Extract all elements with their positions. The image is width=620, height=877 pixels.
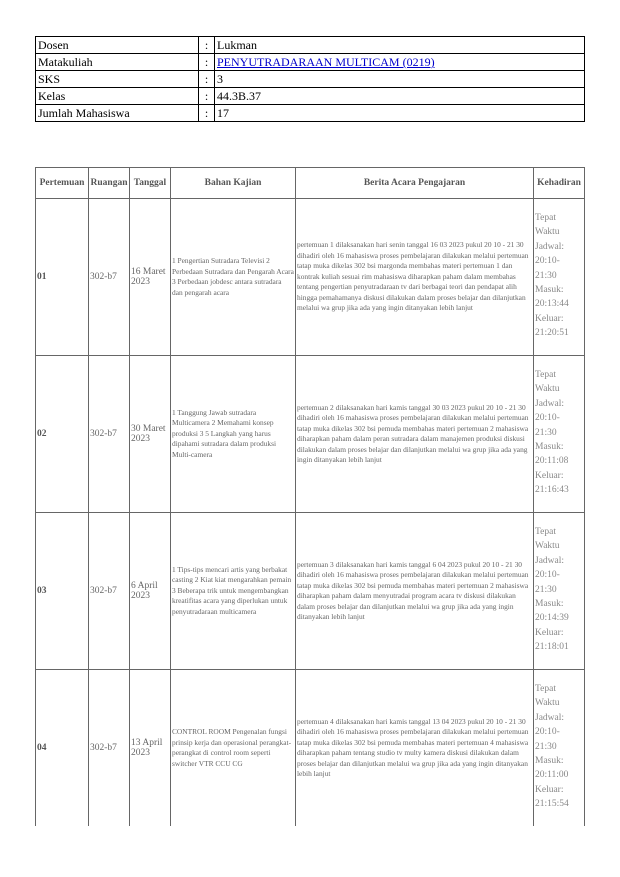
kehadiran-line: Tepat bbox=[535, 213, 556, 223]
info-label: Dosen bbox=[36, 37, 199, 54]
info-row-kelas bbox=[36, 88, 585, 105]
bahan-kajian-cell: CONTROL ROOM Pengenalan fungsi prinsip kerja dan operasional perangkat-perangkat di control room seperti switcher VTR CCU CG bbox=[171, 670, 296, 827]
kehadiran-line: Jadwal: bbox=[535, 555, 565, 566]
kehadiran-line: Waktu bbox=[535, 227, 560, 238]
kehadiran-line: Jadwal: bbox=[535, 241, 565, 252]
header-tanggal: Tanggal bbox=[130, 168, 171, 199]
tanggal-cell: 6 April 2023 bbox=[130, 513, 171, 670]
kehadiran-line: Masuk: bbox=[535, 442, 564, 453]
kehadiran-line: 20:10- bbox=[535, 413, 560, 424]
pertemuan-cell: 02 bbox=[36, 356, 89, 513]
bahan-kajian-cell: 1 Tanggung Jawab sutradara Multicamera 2 Memahami konsep produksi 3 5 Langkah yang harus dipahami sutradara dalam produksi Multi-camera bbox=[171, 356, 296, 513]
kehadiran-line: 20:10- bbox=[535, 570, 560, 581]
table-row bbox=[36, 199, 585, 356]
kehadiran-line: Tepat bbox=[535, 370, 556, 380]
header-bahan-kajian: Bahan Kajian bbox=[171, 168, 296, 199]
kehadiran-line: Masuk: bbox=[535, 756, 564, 767]
kehadiran-line: Waktu bbox=[535, 541, 560, 552]
kehadiran-line: 21:30 bbox=[535, 270, 557, 281]
kehadiran-line: 21:30 bbox=[535, 427, 557, 438]
kehadiran-line: Keluar: bbox=[535, 784, 564, 795]
ruangan-cell: 302-b7 bbox=[89, 513, 130, 670]
info-separator: : bbox=[199, 105, 215, 122]
kehadiran-line: Tepat bbox=[535, 527, 556, 537]
kehadiran-line: 20:14:39 bbox=[535, 613, 569, 624]
info-separator: : bbox=[199, 54, 215, 71]
kehadiran-cell bbox=[534, 513, 585, 670]
kehadiran-line: 20:10- bbox=[535, 256, 560, 267]
kehadiran-line: 20:10- bbox=[535, 727, 560, 738]
kehadiran-cell bbox=[534, 670, 585, 827]
kehadiran-line: Jadwal: bbox=[535, 398, 565, 409]
kehadiran-line: Jadwal: bbox=[535, 712, 565, 723]
kehadiran-line: 21:15:54 bbox=[535, 799, 569, 810]
info-separator: : bbox=[199, 71, 215, 88]
kehadiran-line: Masuk: bbox=[535, 599, 564, 610]
kehadiran-line: 21:30 bbox=[535, 741, 557, 752]
ruangan-cell: 302-b7 bbox=[89, 199, 130, 356]
info-row-sks bbox=[36, 71, 585, 88]
kehadiran-line: Keluar: bbox=[535, 313, 564, 324]
kehadiran-line: 20:13:44 bbox=[535, 299, 569, 310]
tanggal-cell: 30 Maret 2023 bbox=[130, 356, 171, 513]
kehadiran-line: Waktu bbox=[535, 698, 560, 709]
header-kehadiran: Kehadiran bbox=[534, 168, 585, 199]
kehadiran-line: 21:16:43 bbox=[535, 485, 569, 496]
header-berita-acara: Berita Acara Pengajaran bbox=[296, 168, 534, 199]
berita-acara-cell: pertemuan 2 dilaksanakan hari kamis tanggal 30 03 2023 pukul 20 10 - 21 30 dihadiri oleh 16 mahasiswa proses pembelajaran dilakukan melalui pertemuan tatap muka dikelas 302 bsi pemuda membahas materi pertemuan 2 mahasiswa diharapkan paham dalam peran sutradara dalam manajemen produksi diskusi dilakukan dalam proses belajar dan dilanjutkan melalui wa grup jika ada yang ingin ditanyakan lebih lanjut bbox=[296, 356, 534, 513]
kehadiran-line: 21:30 bbox=[535, 584, 557, 595]
kehadiran-line: 21:20:51 bbox=[535, 328, 569, 339]
course-link[interactable]: PENYUTRADARAAN MULTICAM (0219) bbox=[217, 55, 435, 69]
bahan-kajian-cell: 1 Tips-tips mencari artis yang berbakat casting 2 Kiat kiat mengarahkan pemain 3 Beberapa trik untuk mengembangkan kreatifitas acara yang diperlukan untuk penyutradaraan multicamera bbox=[171, 513, 296, 670]
info-separator: : bbox=[199, 88, 215, 105]
info-row-dosen bbox=[36, 37, 585, 54]
kehadiran-cell bbox=[534, 199, 585, 356]
tanggal-cell: 16 Maret 2023 bbox=[130, 199, 171, 356]
info-separator: : bbox=[199, 37, 215, 54]
info-row-jumlah-mahasiswa bbox=[36, 105, 585, 122]
ruangan-cell: 302-b7 bbox=[89, 356, 130, 513]
info-value-kelas: 44.3B.37 bbox=[215, 88, 585, 105]
info-row-matakuliah bbox=[36, 54, 585, 71]
info-value-dosen: Lukman bbox=[215, 37, 585, 54]
info-label: Kelas bbox=[36, 88, 199, 105]
info-value-jumlah-mahasiswa: 17 bbox=[215, 105, 585, 122]
kehadiran-line: 21:18:01 bbox=[535, 642, 569, 653]
kehadiran-line: Tepat bbox=[535, 684, 556, 694]
bahan-kajian-cell: 1 Pengertian Sutradara Televisi 2 Perbedaan Sutradara dan Pengarah Acara 3 Perbedaan jobdesc antara sutradara dan pengarah acara bbox=[171, 199, 296, 356]
pertemuan-cell: 03 bbox=[36, 513, 89, 670]
tanggal-cell: 13 April 2023 bbox=[130, 670, 171, 827]
berita-acara-cell: pertemuan 1 dilaksanakan hari senin tanggal 16 03 2023 pukul 20 10 - 21 30 dihadiri oleh 16 mahasiswa proses pembelajaran dilakukan melalui pertemuan tatap muka dikelas 302 bsi margonda membahas materi pertemuan 1 dan kontrak kuliah sesuai rim mahasiswa diharapkan paham dalam membahas tentang pengertian penyutradaraan tv dari berbagai teori dan pendapat alih hingga pemahamanya diskusi dilakukan dalam proses belajar dan dilanjutkan melalui wa grup jika ada yang ingin ditanyakan lebih lanjut bbox=[296, 199, 534, 356]
berita-acara-cell: pertemuan 4 dilaksanakan hari kamis tanggal 13 04 2023 pukul 20 10 - 21 30 dihadiri oleh 16 mahasiswa proses pembelajaran dilakukan melalui pertemuan tatap muka dikelas 302 bsi pemuda membahas materi pertemuan 4 mahasiswa diharapkan paham tentang studio tv multy kamera diskusi dilakukan dalam proses belajar dan dilanjutkan melalui wa grup jika ada yang ingin ditanyakan lebih lanjut bbox=[296, 670, 534, 827]
pertemuan-cell: 01 bbox=[36, 199, 89, 356]
kehadiran-line: Masuk: bbox=[535, 285, 564, 296]
table-row bbox=[36, 356, 585, 513]
table-header-row bbox=[36, 168, 585, 199]
kehadiran-line: 20:11:00 bbox=[535, 770, 569, 781]
header-pertemuan: Pertemuan bbox=[36, 168, 89, 199]
info-value-matakuliah bbox=[215, 54, 585, 71]
kehadiran-line: Waktu bbox=[535, 384, 560, 395]
info-value-sks: 3 bbox=[215, 71, 585, 88]
course-info-table bbox=[35, 36, 585, 122]
info-label: SKS bbox=[36, 71, 199, 88]
table-row bbox=[36, 670, 585, 827]
berita-acara-cell: pertemuan 3 dilaksanakan hari kamis tanggal 6 04 2023 pukul 20 10 - 21 30 dihadiri oleh 16 mahasiswa proses pembelajaran dilakukan melalui pertemuan tatap muka dikelas 302 bsi pemuda membahas materi pertemuan 2 mahasiswa diharapkan paham dalam menyutradai program acara tv diskusi dilakukan dalam proses belajar dan dilanjutkan melalui wa grup jika ada yang ingin ditanyakan lebih lanjut bbox=[296, 513, 534, 670]
ruangan-cell: 302-b7 bbox=[89, 670, 130, 827]
attendance-table bbox=[35, 167, 585, 826]
pertemuan-cell: 04 bbox=[36, 670, 89, 827]
kehadiran-line: Keluar: bbox=[535, 627, 564, 638]
header-ruangan: Ruangan bbox=[89, 168, 130, 199]
kehadiran-line: Keluar: bbox=[535, 470, 564, 481]
kehadiran-cell bbox=[534, 356, 585, 513]
info-label: Jumlah Mahasiswa bbox=[36, 105, 199, 122]
table-row bbox=[36, 513, 585, 670]
kehadiran-line: 20:11:08 bbox=[535, 456, 569, 467]
info-label: Matakuliah bbox=[36, 54, 199, 71]
